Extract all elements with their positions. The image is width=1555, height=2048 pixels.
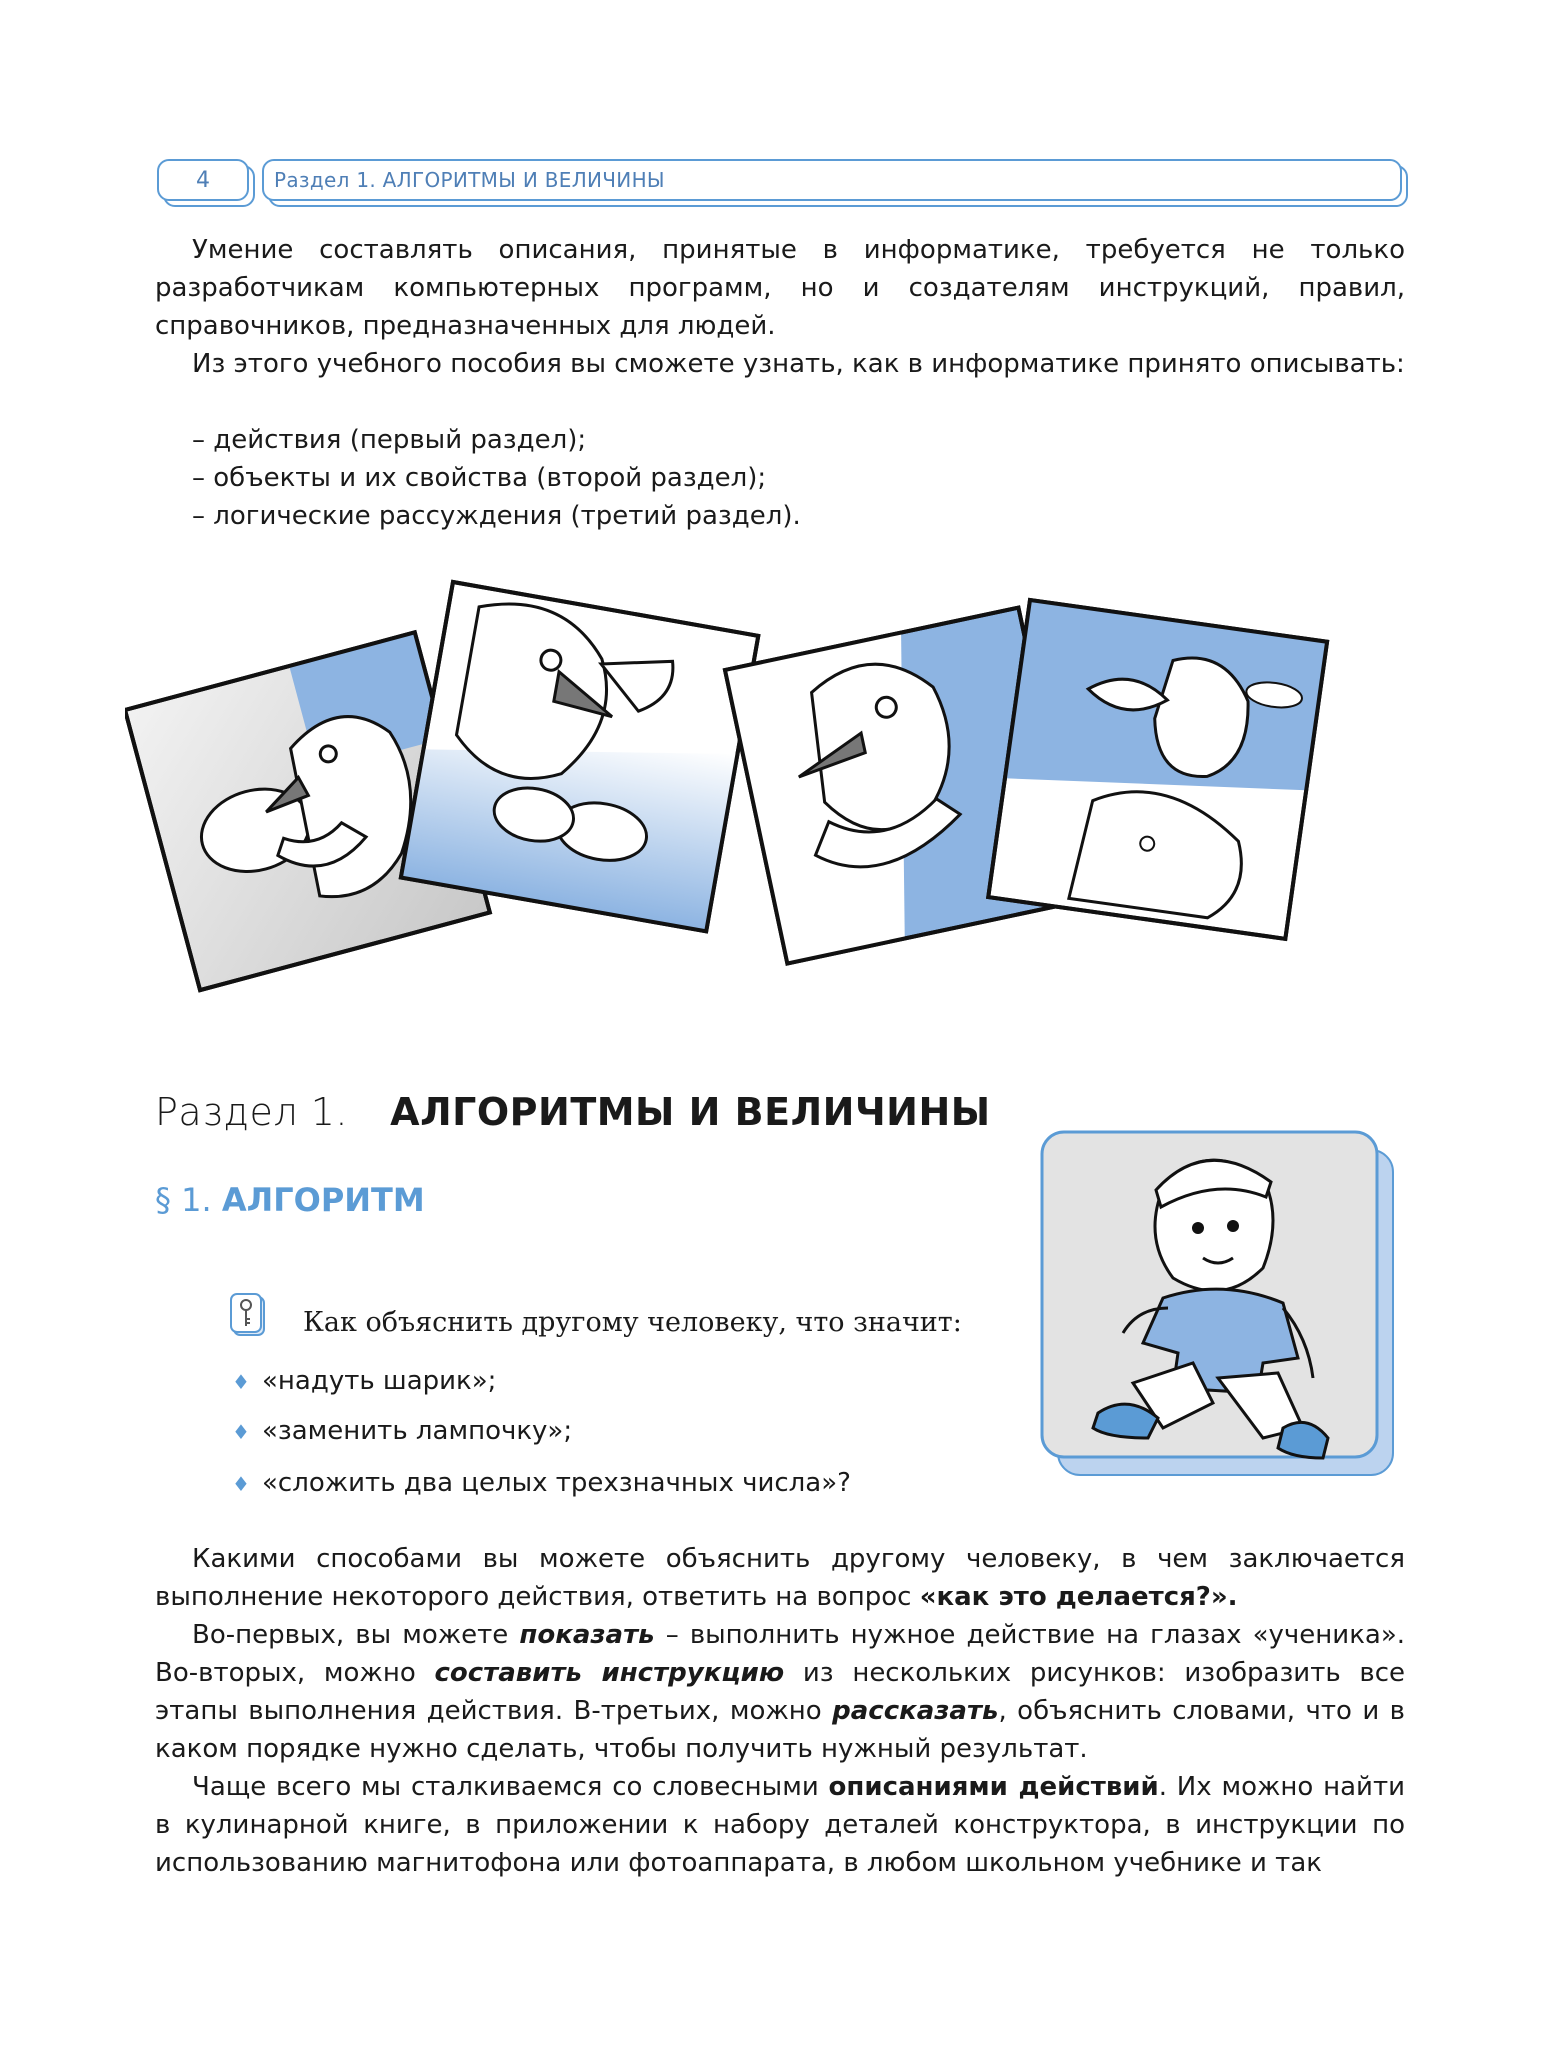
body-paragraph-2: Во-первых, вы можете показать – выполнить нужное действие на глазах «ученика». Во-вторых, можно составить инструкцию из нескольких рисунков: изобразить все этапы выполнения действия. В-третьих, можно рассказать, объяснить словами, что и в каком порядке нужно сделать, чтобы получить нужный результат. <box>155 1620 1406 1764</box>
intro-list-item: – объекты и их свойства (второй раздел); <box>192 463 767 493</box>
comic-strip-illustration <box>125 560 1370 1040</box>
comic-panel-2 <box>401 582 758 931</box>
paragraph-heading <box>155 1180 425 1220</box>
intro-list-item: – логические рассуждения (третий раздел). <box>192 501 801 531</box>
intro-list-item: – действия (первый раздел); <box>192 425 587 455</box>
intro-paragraph-2: Из этого учебного пособия вы сможете узнать, как в информатике принято описывать: <box>192 349 1405 379</box>
emphasis: рассказать <box>832 1696 999 1726</box>
key-question-icon <box>230 1293 266 1337</box>
section-heading <box>155 1088 991 1136</box>
comic-panel-4 <box>988 600 1327 939</box>
question-lead: Как объяснить другому человеку, что значит: <box>303 1307 962 1338</box>
question-item: ♦ «надуть шарик»; <box>232 1363 1032 1400</box>
intro-paragraph-1: Умение составлять описания, принятые в информатике, требуется не только разработчикам компьютерных программ, но и создателям инструкций, правил, справочников, предназначенных для людей. <box>155 235 1405 341</box>
diamond-bullet-icon: ♦ <box>232 1420 250 1444</box>
diamond-bullet-icon: ♦ <box>232 1472 250 1496</box>
emphasis: составить инструкцию <box>434 1658 785 1688</box>
question-item: ♦ «заменить лампочку»; <box>232 1413 1032 1450</box>
page-number-box <box>157 159 249 201</box>
body-paragraph-3: Чаще всего мы сталкиваемся со словесными описаниями действий. Их можно найти в кулинарной книге, в приложении к набору деталей конструктора, в инструкции по использованию магнитофона или фотоаппарата, в любом школьном учебнике и так <box>155 1772 1405 1878</box>
paragraph-title: АЛГОРИТМ <box>221 1181 425 1219</box>
question-item: ♦ «сложить два целых трехзначных числа»? <box>232 1465 1032 1502</box>
page-number: 4 <box>196 167 210 193</box>
boy-illustration <box>1038 1128 1398 1478</box>
body-paragraph-1: Какими способами вы можете объяснить другому человеку, в чем заключается выполнение некоторого действия, ответить на вопрос «как это делается?». <box>155 1544 1405 1612</box>
emphasis: показать <box>519 1620 655 1650</box>
section-prefix: Раздел 1. <box>155 1090 348 1134</box>
running-header <box>262 159 1402 201</box>
paragraph-prefix: § 1. <box>155 1181 212 1219</box>
emphasis: описаниями действий <box>828 1772 1159 1802</box>
section-title: АЛГОРИТМЫ И ВЕЛИЧИНЫ <box>390 1090 991 1134</box>
emphasis: «как это делается?». <box>919 1582 1238 1612</box>
running-header-title: Раздел 1. АЛГОРИТМЫ И ВЕЛИЧИНЫ <box>274 168 665 192</box>
diamond-bullet-icon: ♦ <box>232 1370 250 1394</box>
